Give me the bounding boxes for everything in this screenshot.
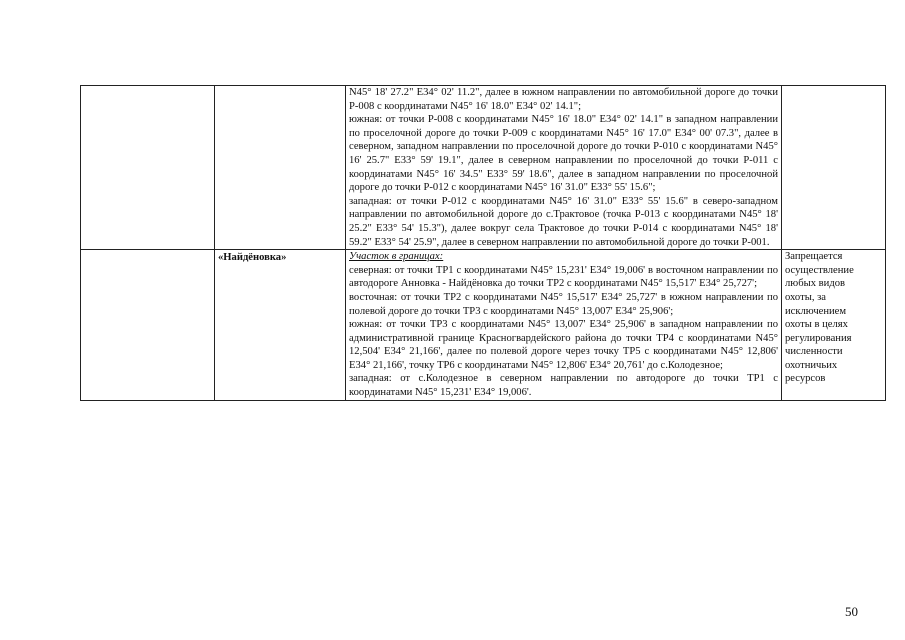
boundary-paragraph: северная: от точки ТР1 с координатами N45° 15,231' E34° 19,006' в восточном направлении по автодороге Анновка - Найдёновка до точки ТР2 с координатами N45° 15,517' E34° 25,727'; [349, 264, 778, 290]
table-row [81, 86, 886, 250]
boundary-paragraph: южная: от точки ТР3 с координатами N45° 13,007' E34° 25,906' в западном направлении по административной границе Красногвардейского района до точки ТР4 с координатами N45° 12,504' E34° 21,166', далее по полевой дороге через точку ТР5 с координатами N45° 12,806' E34° 21,166', точку ТР6 с координатами N45° 12,806' E34° 20,761' до с.Колодезное; [349, 319, 778, 371]
note-line: осуществление [785, 264, 854, 276]
section-title: Участок в границах: [349, 251, 444, 263]
hunting-grounds-table [80, 85, 886, 401]
note-line: исключением [785, 305, 847, 317]
boundary-paragraph: западная: от точки Р-012 с координатами N45° 16' 31.0" E33° 55' 15.6" в северо-западном направлении по автомобильной дороге до с.Трактовое (точка Р-013 с координатами N45° 18' 25.2" E33° 54' 15.3"), далее вокруг села Трактовое до точки Р-014 с координатами N45° 18' 59.2" E33° 54' 25.9", далее в северном направлении по автомобильной дороге до точки Р-001. [349, 195, 778, 248]
note-line: регулирования [785, 332, 852, 344]
boundary-paragraph: N45° 18' 27.2" E34° 02' 11.2", далее в южном направлении по автомобильной дороге до точки Р-008 с координатами N45° 16' 18.0" E34° 02' 14.1"; [349, 87, 778, 112]
table-cell-restrictions [782, 86, 886, 250]
note-line: Запрещается [785, 251, 843, 263]
table-cell-name [215, 86, 346, 250]
boundary-paragraph: южная: от точки Р-008 с координатами N45° 16' 18.0" E34° 02' 14.1" в западном направлении по проселочной дороге до точки Р-009 с координатами N45° 16' 17.0" E34° 00' 07.3", далее в северном, западном направлении по проселочной дороге до точки Р-010 с координатами N45° 16' 25.7" E33° 59' 19.1", далее в северном направлении по проселочной до точки Р-011 с координатами N45° 16' 34.5" E33° 59' 18.6", далее в западном направлении по проселочной дороге до точки Р-012 с координатами N45° 16' 31.0" E33° 55' 15.6"; [349, 114, 778, 194]
table-cell-boundaries [346, 86, 782, 250]
boundary-paragraph: западная: от с.Колодезное в северном направлении по автодороге до точки ТР1 с координатами N45° 15,231' E34° 19,006'. [349, 373, 778, 399]
boundary-paragraph: восточная: от точки ТР2 с координатами N45° 15,517' E34° 25,727' в южном направлении по полевой дороге до точки ТР3 с координатами N45° 13,007' E34° 25,906'; [349, 291, 778, 317]
table-cell-number [81, 250, 215, 401]
note-line: охотничьих [785, 359, 838, 371]
note-line: численности [785, 346, 843, 358]
restriction-note [782, 250, 886, 401]
note-line: охоты в целях [785, 319, 848, 331]
note-line: любых видов [785, 278, 846, 290]
page-number: 50 [845, 604, 858, 619]
note-line: ресурсов [785, 373, 826, 385]
table-row [81, 250, 886, 401]
table-cell-number [81, 86, 215, 250]
note-line: охоты, за [785, 291, 827, 303]
table-cell-boundaries [346, 250, 782, 401]
area-name: «Найдёновка» [215, 250, 346, 401]
